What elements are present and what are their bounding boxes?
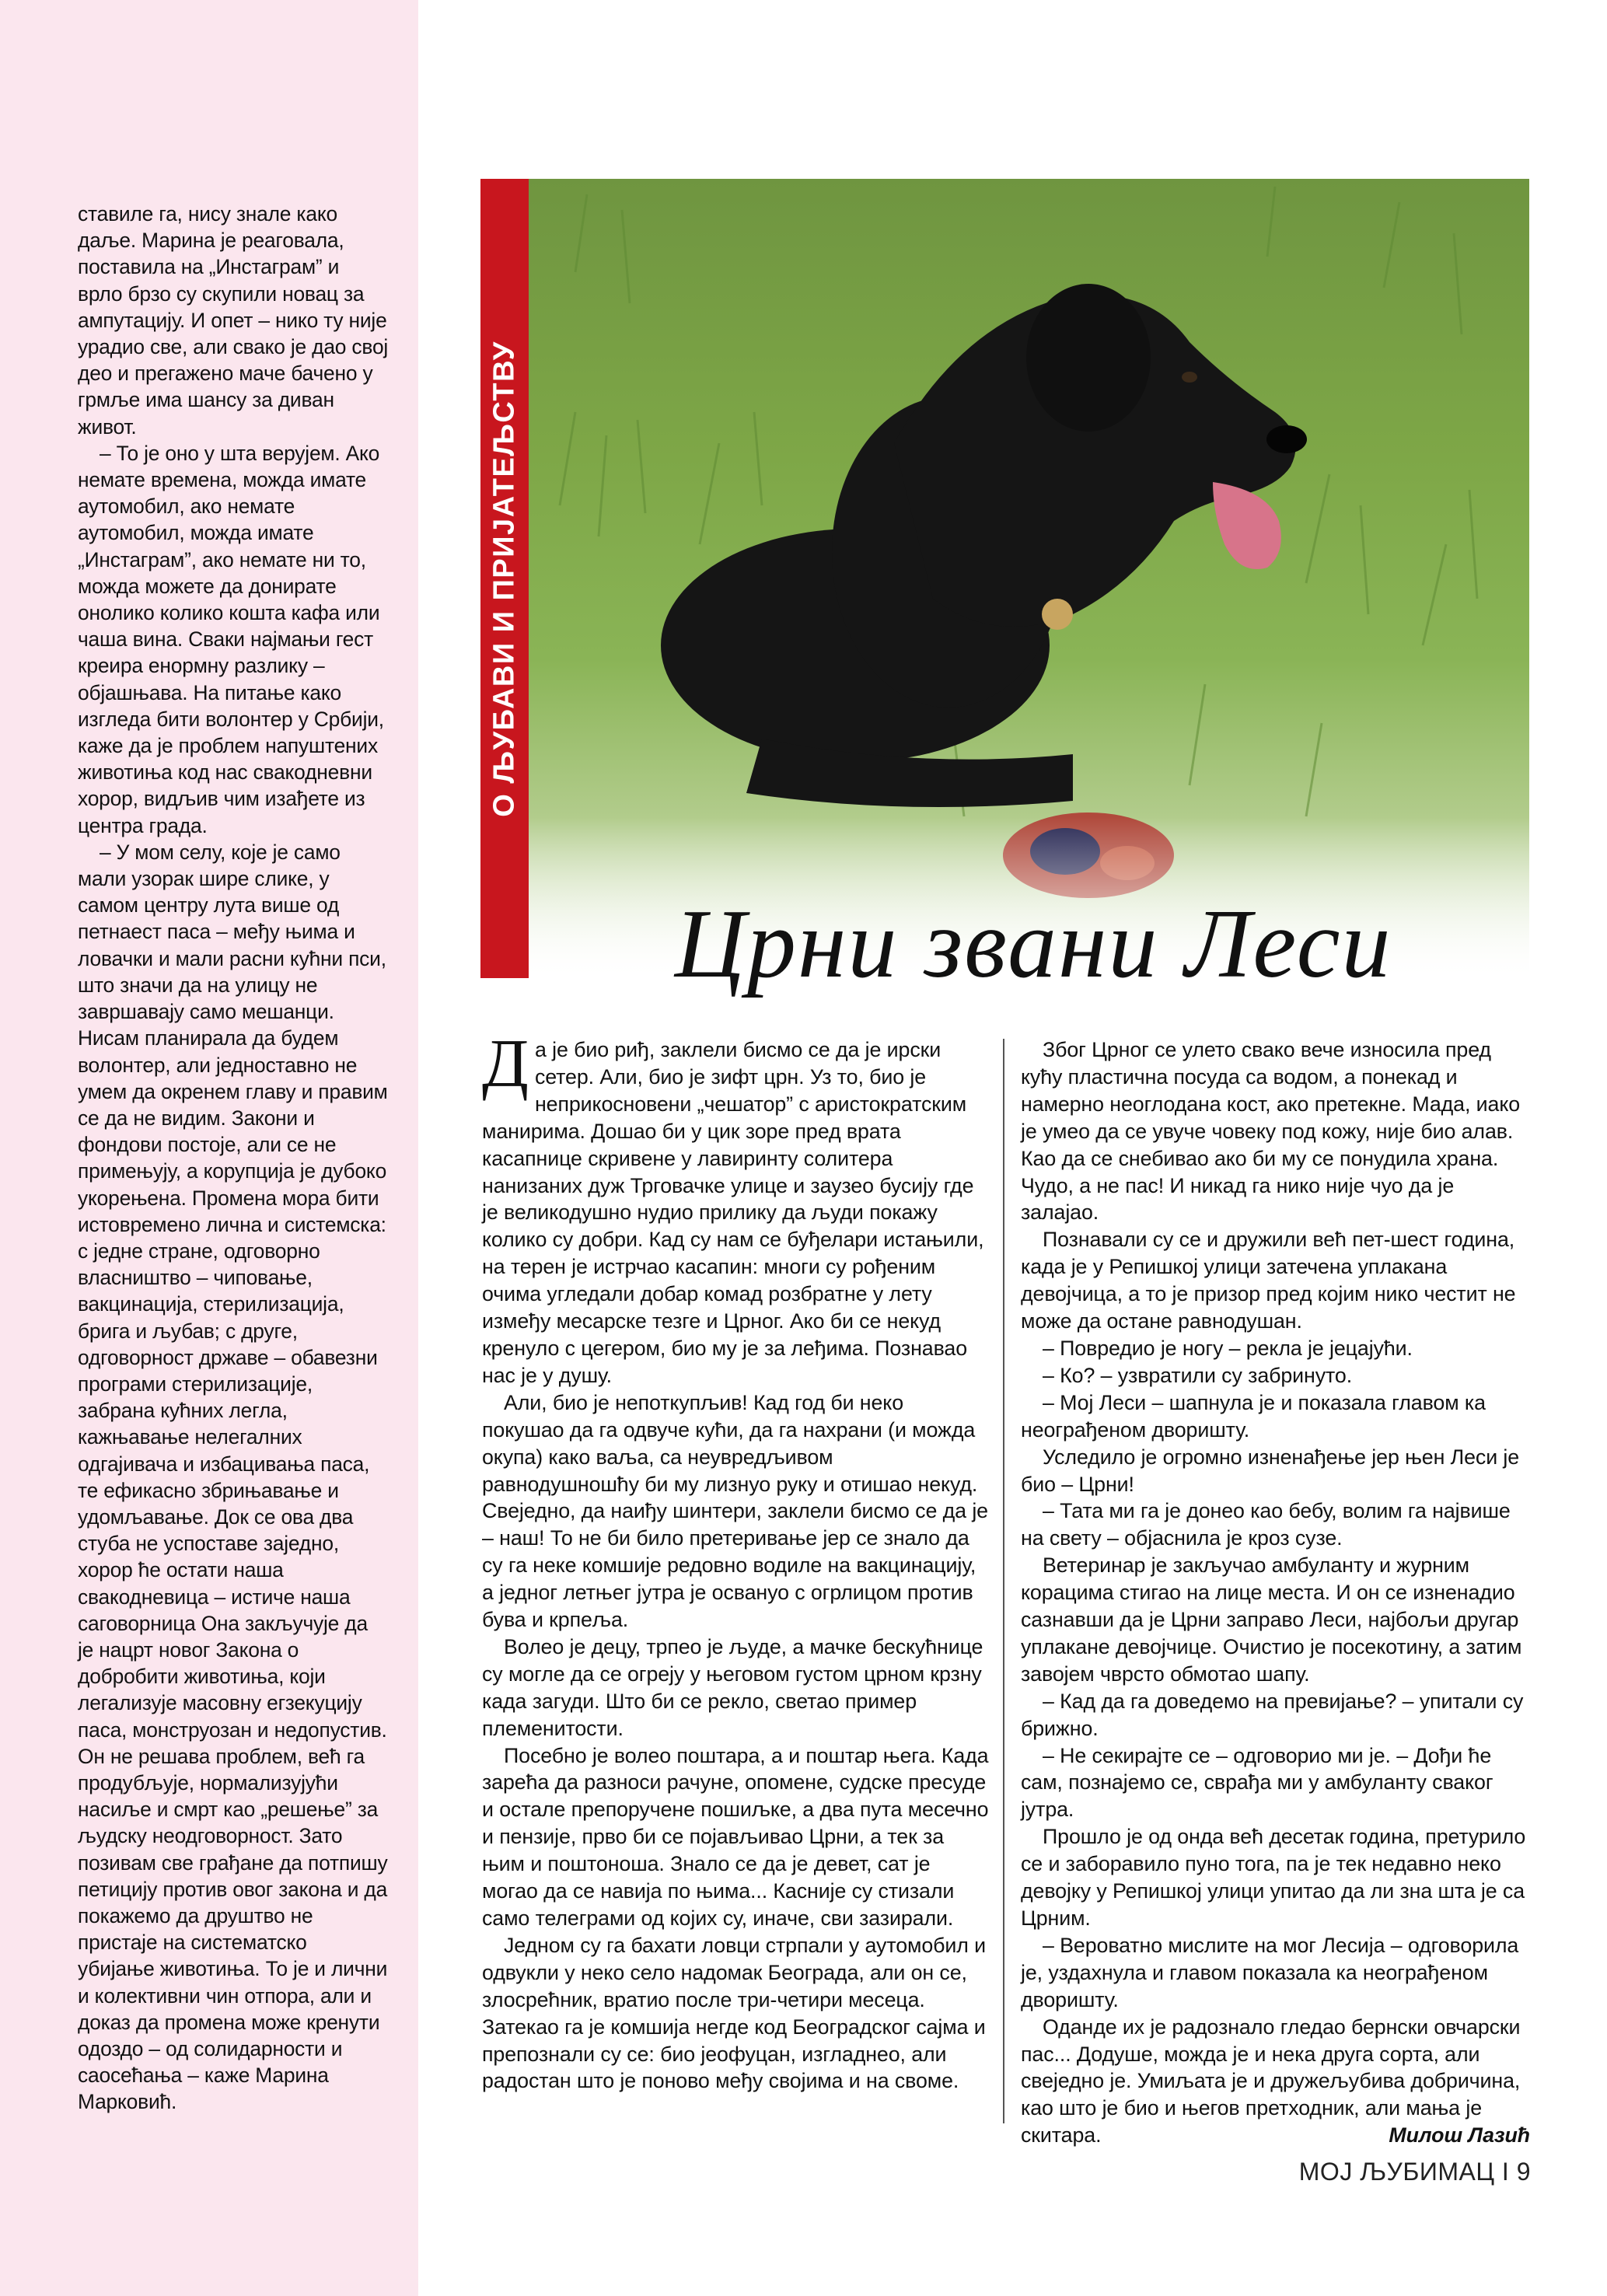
article-title: Црни звани Леси: [675, 890, 1392, 998]
article-paragraph: – Кад да га доведемо на превијање? – упитали су брижно.: [1021, 1689, 1524, 1740]
article-paragraph: Прошло је од онда већ десетак година, претурило се и заборавило пуно тога, па је тек недавно неко девојку у Репишкој улици упитао да ли зна шта је са Црним.: [1021, 1825, 1526, 1930]
article-paragraph: – Ко? – узвратили су забринуто.: [1043, 1363, 1353, 1387]
sidebar-paragraph: – То је оно у шта верујем. Ако немате времена, можда имате аутомобил, ако немате аутомобил, можда имате „Инстаграм”, ако немате ни то, можда можете да донирате онолико колико кошта кафа или чаша вина. Сваки најмањи гест креира енормну разлику – објашњава. На питање како изгледа бити волонтер у Србији, каже да је проблем напуштених животиња код нас свакодневни хорор, видљив чим изађете из центра града.: [78, 441, 384, 837]
article-column-1: [482, 1026, 989, 2095]
article-paragraph: – Повредио је ногу – рекла је јецајући.: [1043, 1336, 1413, 1360]
dog-photo: [529, 179, 1529, 978]
sidebar-column: [78, 201, 389, 2116]
author-name: Милош Лазић: [1389, 2123, 1530, 2147]
dog-illustration: [529, 179, 1529, 978]
page-footer: [1299, 2158, 1531, 2186]
article-column-2: [1021, 1036, 1530, 2149]
dog-tag: [1042, 599, 1073, 630]
sidebar-paragraph: – У мом селу, које је само мали узорак шире слике, у самом центру лута више од петнаест паса – међу њима и ловачки и мали расни кућни пси, што значи да на улицу не завршавају само мешанци. Нисам планирала да будем волонтер, али једноставно не умем да окренем главу и правим се да не видим. Закони и фондови постоје, али се не примењују, а корупција је дубоко укорењена. Промена мора бити истовремено лична и системска: с једне стране, одговорно власништво – чиповање, вакцинација, стерилизација, брига и љубав; с друге, одговорност државе – обавезни програми стерилизације, забрана кућних легла, кажњавање нелегалних одгајивача и избацивања паса, те ефикасно збрињавање и удомљавање. Док се ова два стуба не успоставе заједно, хорор ће остати наша свакодневица – истиче наша саговорница Она закључује да је нацрт новог Закона о добробити животиња, који легализује масовну егзекуцију паса, монструозан и недопустив. Он не решава проблем, већ га продубљује, нормализујући насиље и смрт као „решење” за људску неодговорност. Зато позивам све грађане да потпишу петицију против овог закона и да покажемо да друштво не пристаје на систематско убијање животиња. То је и лични и колективни чин отпора, али и доказ да промена може кренути одоздо – од солидарности и саосећања – каже Марина Марковић.: [78, 840, 388, 2114]
dog-nose: [1266, 425, 1307, 453]
article-lead-paragraph: [482, 1026, 989, 1389]
column-divider: [1003, 1039, 1004, 2123]
article-paragraph: Познавали су се и дружили већ пет-шест година, када је у Репишкој улици затечена уплакана девојчица, а то је призор пред којим нико честит не може да остане равнодушан.: [1021, 1228, 1516, 1333]
article-paragraph: Уследило је огромно изненађење јер њен Леси је био – Црни!: [1021, 1445, 1520, 1496]
article-paragraph: Волео је децу, трпео је људе, а мачке бескућнице су могле да се огреју у његовом густом црном крзну када загуди. Што би се рекло, светао пример племенитости.: [482, 1634, 983, 1740]
article-paragraph: – Вероватно мислите на мог Лесија – одговорила је, уздахнула и главом показала ка неограђеном дворишту.: [1021, 1933, 1519, 2011]
page-number: 9: [1516, 2158, 1531, 2186]
article-paragraph: – Не секирајте се – одговорио ми је. – Дођи ће сам, познајемо се, сврађа ми у амбуланту сваког јутра.: [1021, 1743, 1493, 1822]
sidebar-paragraph: ставиле га, нису знале како даље. Марина је реаговала, поставила на „Инстаграм” и врло брзо су скупили новац за ампутацију. И опет – нико ту није урадио све, али свако је дао свој део и прегажено маче бачено у грмље има шансу за диван живот.: [78, 202, 389, 439]
dog-eye: [1182, 372, 1197, 383]
article-paragraph: Посебно је волео поштара, а и поштар њега. Када зарећа да разноси рачуне, опомене, судске пресуде и остале препоручене пошиљке, а два пута месечно и пензије, прво би се појављивао Црни, а тек за њим и поштоноша. Знало се да је девет, сат је могао да се навија по њима... Касније су стизали само телеграми од којих су, иначе, сви зазирали.: [482, 1743, 989, 1930]
article-last-text: Оданде их је радознало гледао бернски овчарски пас... Додуше, можда је и нека друга сорта, али свеједно је. Умиљата је и дружељубива добричина, као што је био и његов претходник, али мања је скитара.: [1021, 2015, 1521, 2147]
article-paragraph: Али, био је непоткупљив! Кад год би неко покушао да га одвуче кући, да га нахрани (и можда окупа) како ваља, са неувредљивом равнодушношћу би му лизнуо руку и отишао некуд. Свеједно, да наиђу шинтери, заклели бисмо се да је – наш! То не би било претеривање јер се знало да су га неке комшије редовно водиле на вакцинацију, а једног летњег јутра је освануо с огрлицом против бува и крпеља.: [482, 1390, 988, 1632]
article-paragraph: Једном су га бахати ловци стрпали у аутомобил и одвукли у неко село надомак Београда, али он се, злосрећник, вратио после три-четири месеца. Затекао га је комшија негде код Београдског сајма и препознали су се: био јеофуцан, изгладнео, али радостан што је поново међу својима и на своме.: [482, 1933, 987, 2093]
article-paragraph: Због Црног се улето свако вече износила пред кућу пластична посуда са водом, а понекад и намерно неоглодана кост, ако претекне. Мада, иако је умео да се увуче човеку под кожу, није био алав. Као да се снебивао ако би му се понудила храна. Чудо, а не пас! И никад га нико није чуо да је залајао.: [1021, 1038, 1521, 1225]
article-paragraph-last: [1021, 2014, 1530, 2150]
dog-tongue: [1213, 482, 1281, 569]
article-paragraph: Ветеринар је закључао амбуланту и журним корацима стигао на лице места. И он се изненадио сазнавши да је Црни заправо Леси, најбољи другар уплакане девојчице. Очистио је посекотину, а затим завојем чврсто обмотао шапу.: [1021, 1553, 1522, 1686]
footer-separator: I: [1501, 2158, 1510, 2186]
article-paragraph: – Тата ми га је донео као бебу, волим га највише на свету – објаснила је кроз сузе.: [1021, 1499, 1511, 1550]
lead-text: а је био риђ, заклели бисмо се да је ирски сетер. Али, био је зифт црн. Уз то, био је неприкосновени „чешатор” с аристократским манирима. Дошао би у цик зоре пред врата касапнице скривене у лавиринту солитера нанизаних дуж Трговачке улице и заузео бусију где је великодушно нудио прилику да људи покажу колико су добри. Кад су нам се буђелари истањили, на терен је истрчао касапин: многи су рођеним очима угледали добар комад розбратне у лету између месарске тезге и Црног. Ако би се некуд кренуло с цегером, био му је за леђима. Познавао нас је у душу.: [482, 1038, 984, 1387]
magazine-name: МОЈ ЉУБИМАЦ: [1298, 2158, 1495, 2186]
article-paragraph: – Мој Леси – шапнула је и показала главом ка неограђеном дворишту.: [1021, 1390, 1486, 1442]
section-label: О ЉУБАВИ И ПРИЈАТЕЉСТВУ: [487, 340, 521, 817]
black-dog: [661, 284, 1296, 807]
section-label-tab: [480, 179, 529, 978]
drop-cap: Д: [482, 1026, 529, 1102]
